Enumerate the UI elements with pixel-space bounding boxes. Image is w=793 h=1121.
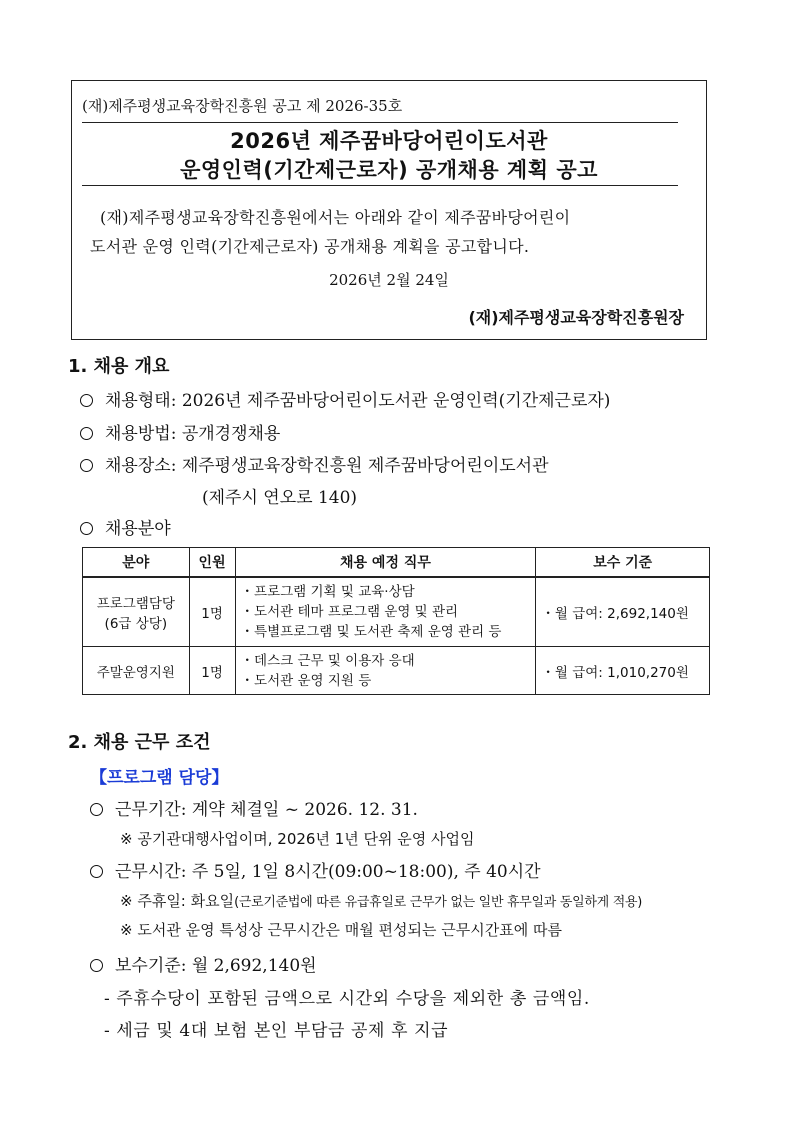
notice-box: [71, 80, 707, 340]
work-period: 근무기간: 계약 체결일 ~ 2026. 12. 31.: [90, 795, 418, 820]
notice-body-line1: (재)제주평생교육장학진흥원에서는 아래와 같이 제주꿈바당어린이: [100, 208, 571, 227]
section1-item-location: 채용장소: 제주평생교육장학진흥원 제주꿈바당어린이도서관: [80, 451, 549, 476]
table-row: [83, 647, 710, 695]
pay-detail-1: - 주휴수당이 포함된 금액으로 시간외 수당을 제외한 총 금액임.: [104, 989, 590, 1009]
notice-issuer: (재)제주평생교육장학진흥원장: [468, 308, 684, 327]
circle-bullet-icon: [80, 394, 93, 407]
cell-duties: ・데스크 근무 및 이용자 응대 ・도서관 운영 지원 등: [235, 647, 536, 695]
section1-item-fields: 채용분야: [80, 514, 171, 539]
work-hours: 근무시간: 주 5일, 1일 8시간(09:00~18:00), 주 40시간: [90, 857, 541, 882]
cell-field: 주말운영지원: [83, 647, 190, 695]
cell-count: 1명: [189, 647, 235, 695]
cell-field: 프로그램담당 (6급 상당): [83, 577, 190, 647]
table-header-row: [83, 548, 710, 577]
notice-title-line2: 운영인력(기간제근로자) 공개채용 계획 공고: [180, 158, 598, 182]
circle-bullet-icon: [90, 959, 103, 972]
divider: [82, 185, 678, 186]
circle-bullet-icon: [90, 865, 103, 878]
notice-body-line2: 도서관 운영 인력(기간제근로자) 공개채용 계획을 공고합니다.: [90, 237, 530, 256]
table-row: [83, 577, 710, 647]
circle-bullet-icon: [80, 522, 93, 535]
notice-number: (재)제주평생교육장학진흥원 공고 제 2026-35호: [82, 97, 403, 115]
section1-item-method: 채용방법: 공개경쟁채용: [80, 419, 280, 444]
pay-detail-2: - 세금 및 4대 보험 본인 부담금 공제 후 지급: [104, 1021, 449, 1041]
program-role-subheading: 【프로그램 담당】: [90, 768, 229, 788]
positions-table: [82, 547, 710, 695]
header-count: 인원: [189, 548, 235, 577]
notice-title-line1: 2026년 제주꿈바당어린이도서관: [230, 129, 548, 153]
cell-count: 1명: [189, 577, 235, 647]
divider: [82, 122, 678, 123]
cell-duties: ・프로그램 기획 및 교육·상담 ・도서관 테마 프로그램 운영 및 관리 ・특별프로그램 및 도서관 축제 운영 관리 등: [235, 577, 536, 647]
section2-title: 2. 채용 근무 조건: [68, 732, 211, 753]
header-field: 분야: [83, 548, 190, 577]
circle-bullet-icon: [80, 459, 93, 472]
work-period-note: ※ 공기관대행사업이며, 2026년 1년 단위 운영 사업임: [120, 830, 475, 848]
section1-title: 1. 채용 개요: [68, 356, 170, 377]
holiday-note: ※ 주휴일: 화요일(근로기준법에 따른 유급휴일로 근무가 없는 일반 휴무일과 동일하게 적용): [120, 892, 643, 910]
cell-pay: ・월 급여: 2,692,140원: [536, 577, 710, 647]
schedule-note: ※ 도서관 운영 특성상 근무시간은 매월 편성되는 근무시간표에 따름: [120, 921, 562, 939]
notice-date: 2026년 2월 24일: [329, 271, 449, 289]
header-pay: 보수 기준: [536, 548, 710, 577]
section1-location-continuation: (제주시 연오로 140): [202, 488, 358, 508]
pay-standard: 보수기준: 월 2,692,140원: [90, 951, 317, 976]
circle-bullet-icon: [90, 803, 103, 816]
section1-item-employment-type: 채용형태: 2026년 제주꿈바당어린이도서관 운영인력(기간제근로자): [80, 386, 610, 411]
circle-bullet-icon: [80, 427, 93, 440]
cell-pay: ・월 급여: 1,010,270원: [536, 647, 710, 695]
header-duties: 채용 예정 직무: [235, 548, 536, 577]
